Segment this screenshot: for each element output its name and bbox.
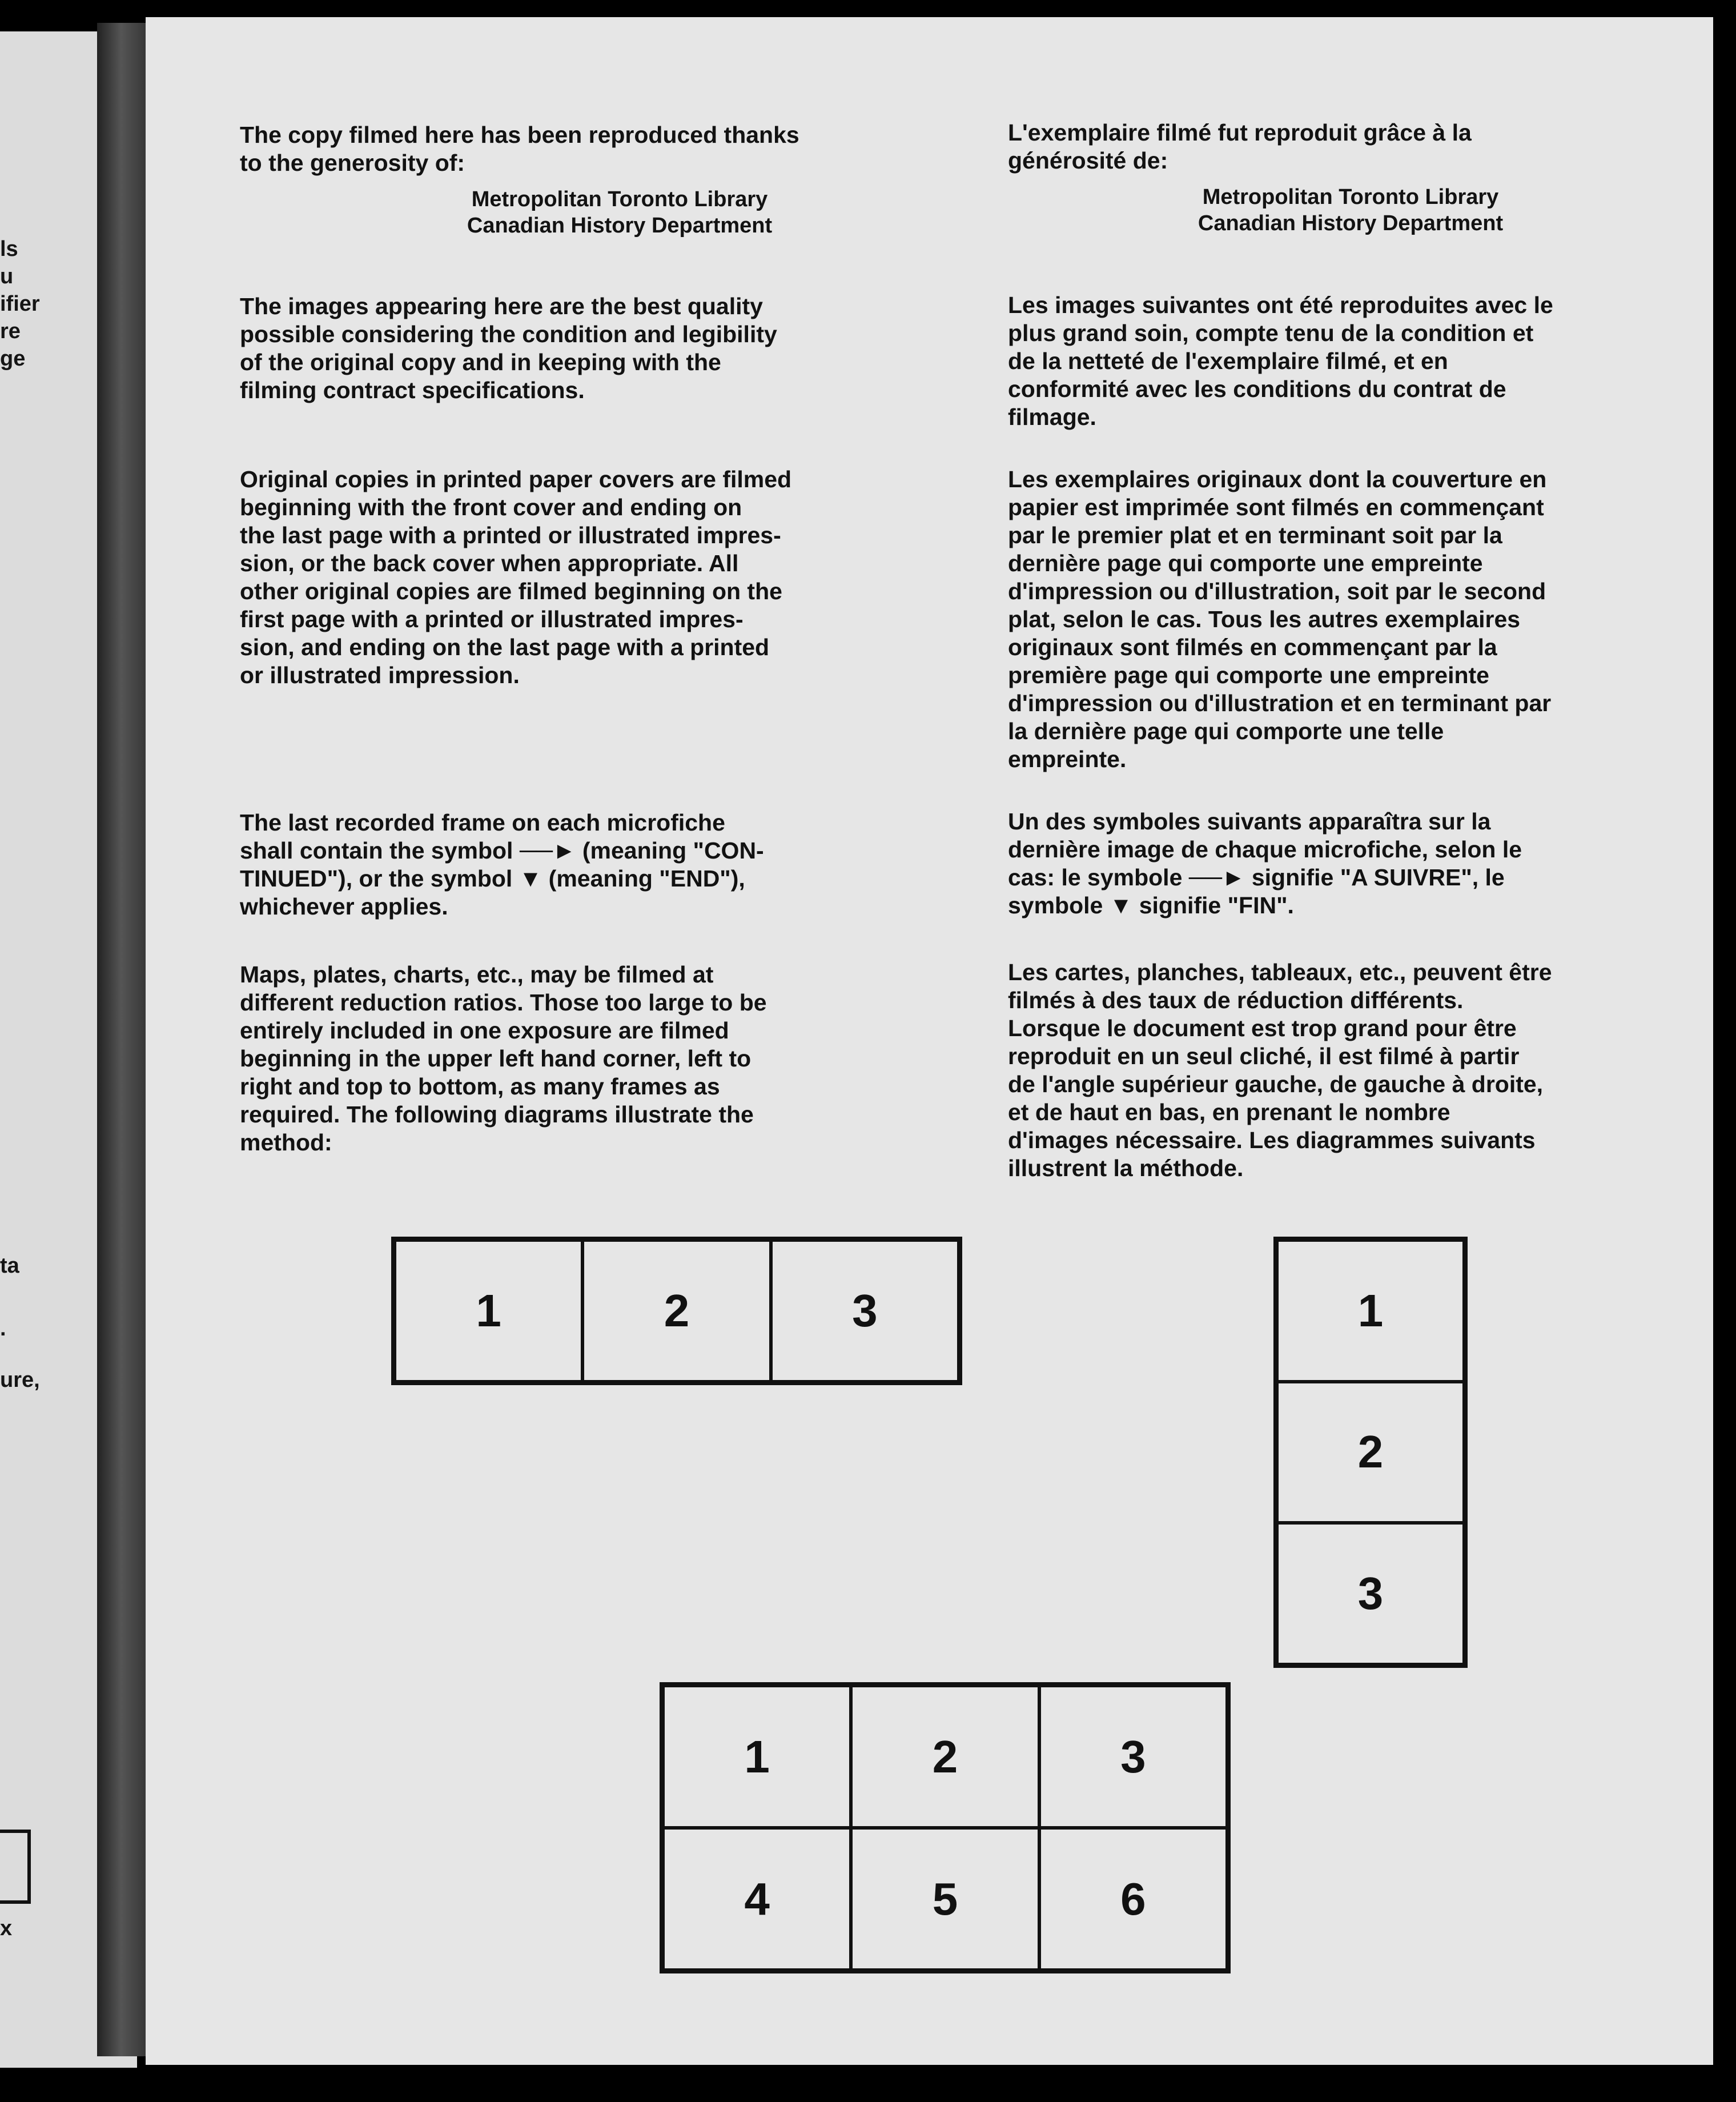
french-quality-text: Les images suivantes ont été reproduites avec le plus grand soin, compte tenu de la condition et de la netteté de l'exemplaire filmé, et en conformité avec les conditions du contrat de filmage. xyxy=(1008,292,1553,430)
english-column xyxy=(240,121,999,239)
french-covers-text: Les exemplaires originaux dont la couverture en papier est imprimée sont filmés en commençant par le premier plat et en terminant soit par la dernière page qui comporte une empreinte d'impression ou d'illustration, soit par le second plat, selon le cas. Tous les autres exemplaires originaux sont filmés en commençant par la première page qui comporte une empreinte d'impression ou d'illustration et en terminant par la dernière page qui comporte une telle empreinte. xyxy=(1008,466,1552,772)
english-covers-text: Original copies in printed paper covers are filmed beginning with the front cover and ending on the last page with a printed or illustrated impres- sion, or the back cover when appropriate. All other original copies are filmed beginning on the first page with a printed or illustrated impres- sion, and ending on the last page with a printed or illustrated impression. xyxy=(240,466,792,688)
fragment-text: re xyxy=(0,319,21,343)
diagram-cell: 3 xyxy=(1277,1523,1464,1664)
fragment-text: ge xyxy=(0,347,26,371)
diagram-cell: 6 xyxy=(1039,1828,1227,1970)
diagram-cell: 2 xyxy=(851,1686,1039,1828)
diagram-cell: 2 xyxy=(582,1240,770,1382)
diagram-row xyxy=(391,1237,962,1385)
fragment-text: ure, xyxy=(0,1368,40,1392)
french-symbols-text: Un des symboles suivants apparaîtra sur la dernière image de chaque microfiche, selon le cas: le symbole ──► signifie "A SUIVRE", le symbole ▼ signifie "FIN". xyxy=(1008,808,1522,918)
english-quality-text: The images appearing here are the best quality possible considering the condition and legibility of the original copy and in keeping with the filming contract specifications. xyxy=(240,293,777,403)
diagram-cell: 4 xyxy=(663,1828,851,1970)
english-maps xyxy=(240,961,999,1157)
diagram-cell: 1 xyxy=(663,1686,851,1828)
french-covers xyxy=(1008,466,1693,773)
french-maps xyxy=(1008,958,1693,1182)
english-quality xyxy=(240,292,999,404)
fragment-text: ls xyxy=(0,237,18,261)
french-intro: L'exemplaire filmé fut reproduit grâce à la générosité de: xyxy=(1008,119,1472,174)
french-quality xyxy=(1008,291,1693,431)
diagram-cell: 1 xyxy=(1277,1240,1464,1382)
english-library: Metropolitan Toronto Library Canadian History Department xyxy=(467,187,773,238)
diagram-cell: 3 xyxy=(771,1240,959,1382)
fragment-box xyxy=(0,1830,31,1904)
english-covers xyxy=(240,466,999,689)
diagram-cell: 3 xyxy=(1039,1686,1227,1828)
french-library: Metropolitan Toronto Library Canadian History Department xyxy=(1197,185,1504,235)
english-maps-text: Maps, plates, charts, etc., may be filmed at different reduction ratios. Those too large to be entirely included in one exposure are filmed beginning in the upper left hand corner, left to right and top to bottom, as many frames as required. The following diagrams illustrate the method: xyxy=(240,961,767,1156)
diagram-grid xyxy=(660,1682,1231,1973)
fragment-text: u xyxy=(0,264,14,288)
diagram-cell: 2 xyxy=(1277,1382,1464,1523)
english-intro: The copy filmed here has been reproduced thanks to the generosity of: xyxy=(240,122,799,176)
diagram-column xyxy=(1273,1237,1468,1668)
diagram-cell: 1 xyxy=(395,1240,582,1382)
fragment-text: x xyxy=(0,1916,13,1940)
diagram-cell: 5 xyxy=(851,1828,1039,1970)
english-symbols xyxy=(240,809,999,921)
fragment-text: . xyxy=(0,1317,6,1341)
fragment-text: ifier xyxy=(0,292,40,316)
french-maps-text: Les cartes, planches, tableaux, etc., peuvent être filmés à des taux de réduction différents. Lorsque le document est trop grand pour être reproduit en un seul cliché, il est filmé à partir de l'angle supérieur gauche, de gauche à droite, et de haut en bas, en prenant le nombre d'images nécessaire. Les diagrammes suivants illustrent la méthode. xyxy=(1008,959,1552,1181)
fragment-text: ta xyxy=(0,1254,19,1278)
english-symbols-text: The last recorded frame on each microfiche shall contain the symbol ──► (meaning "CON- TINUED"), or the symbol ▼ (meaning "END"), whichever applies. xyxy=(240,809,764,920)
french-symbols xyxy=(1008,808,1693,920)
french-column xyxy=(1008,119,1693,236)
document-page xyxy=(146,17,1713,2065)
